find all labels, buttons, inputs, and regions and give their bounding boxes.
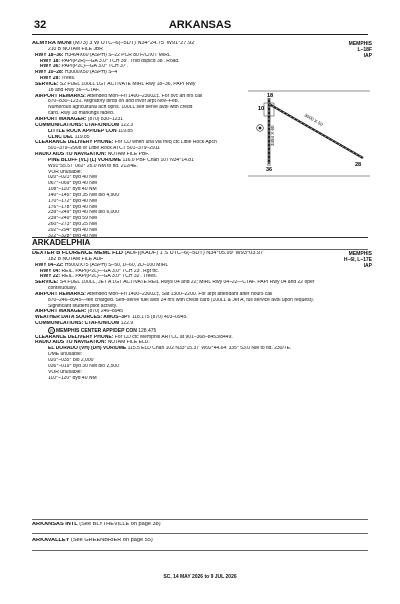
dexter-line-text: 122.9 <box>119 321 134 327</box>
dexter-chart2: IAP <box>363 263 372 269</box>
almyra-line-text: W91°55.57′ 062° 25.0 NM to fld. 212/4E. <box>48 163 138 169</box>
dexter-line-label: RADIO AIDS TO NAVIGATION: <box>35 340 107 346</box>
dexter-line-label: CLEARANCE DELIVERY PHONE: <box>35 334 114 340</box>
almyra-line-label: SERVICE: <box>35 81 59 87</box>
almyra-line-text: NOTAM FILE PBF. <box>106 152 150 158</box>
page-title: ARKANSAS <box>168 19 232 31</box>
dexter-line-label: WEATHER DATA SOURCES: AWOS–3PT <box>35 315 131 321</box>
almyra-line-text: 292°–294° byd 40 NM <box>48 228 98 233</box>
arkansas-intl-entry <box>32 522 372 528</box>
diagram-rwy-a-dims: 3000 X 50 <box>303 112 324 128</box>
sep-arkavalley <box>32 533 368 534</box>
almyra-line-label: CLNC DEL <box>48 134 74 140</box>
almyra-name: ALMYRA MUNI <box>32 41 72 46</box>
dexter-line-label: AIRPORT MANAGER: <box>35 309 87 315</box>
dexter-line-text: REIL. PAPI(P2L)—GA 3.0° TCH 32′. Trees. <box>60 274 158 280</box>
dexter-chart1: H–6I, L–17E <box>343 257 372 263</box>
almyra-line-text: Attended Mon–Fri 1400–2300Z‡. For svc aft hrs call <box>85 93 203 99</box>
almyra-line-text: 239°–249° byd 40 NM blo 6,000′ <box>48 210 120 216</box>
almyra-line-text: 239°–249° byd 59 NM <box>48 216 98 222</box>
header-rule <box>32 34 368 35</box>
almyra-line-text: 108°–110° byd 40 NM <box>48 187 97 193</box>
almyra-line-label: RADIO AIDS TO NAVIGATION: <box>35 152 107 158</box>
almyra-line-label: PINE BLUFF (VL) (L) VOR/DME <box>48 157 122 163</box>
almyra-line-label: RWY 18: <box>40 58 61 64</box>
dexter-line-label: SERVICE: <box>35 280 59 286</box>
diagram-label-36: 36 <box>266 167 273 173</box>
almyra-line-text: 067°–069° byd 40 NM <box>48 181 98 187</box>
almyra-line-label: COMMUNICATIONS: CTAF/UNICOM <box>35 122 120 128</box>
dexter-line-text: 115.5 ELD Chan 102 N33°15.37′ W92°44.64′ 335° 53.0 NM to fld. 230/7E. <box>126 346 292 352</box>
dexter-lines <box>32 263 372 382</box>
dexter-line-label: RWY 04–22: <box>35 262 64 268</box>
dexter-line-text: Significant student pilot activity. <box>48 303 118 309</box>
almyra-line-label: RWY 36: <box>40 64 61 70</box>
dexter-line-label: EL DORADO (VH) (DH) VOR/DME <box>48 346 127 352</box>
dexter-line <box>32 327 372 335</box>
footer-effective-dates: SC, 14 MAY 2026 to 9 JUL 2026 <box>163 574 237 580</box>
dexter-line-text: NOTAM FILE ELD. <box>106 340 150 346</box>
almyra-line-text: 119.85 <box>116 128 133 134</box>
dexter-line-text: 128.475 <box>136 327 157 334</box>
dexter-line-label: RWY 04: <box>40 268 61 274</box>
almyra-line-text: PAPI(P2L)—GA 3.0° TCH 37′. <box>60 64 128 70</box>
almyra-line-label: RWY 10–28: <box>35 70 64 76</box>
almyra-line-text: S2 FUEL 100LL LGT ACTIVATE MIRL Rwy 18–36, PAPI Rwy <box>58 81 196 87</box>
city-rule <box>32 249 368 250</box>
page-number: 32 <box>34 19 47 31</box>
almyra-line-label: RWY 28: <box>40 76 61 82</box>
almyra-line-text: Trees. <box>60 76 76 82</box>
almyra-chart2: IAP <box>363 53 372 59</box>
almyra-line-label: CLEARANCE DELIVERY PHONE: <box>35 140 114 146</box>
almyra-line-text: 140°–145° byd 35 NM blo 4,900′ <box>48 192 120 198</box>
dexter-name: DEXTER B FLORENCE MEML FLD <box>32 251 123 256</box>
arkansas-intl-ref: (See BLYTHEVILLE on page 38) <box>77 522 161 527</box>
diagram-rwy-b-dims: 3494 X 60 <box>270 125 275 146</box>
dexter-region: MEMPHIS <box>348 251 372 257</box>
almyra-line-label: RWY 18–36: <box>35 52 64 58</box>
almyra-line-text: H3494X60 (ASPH) S–22 PCR 80 F/C/X/T MIRL <box>63 52 171 58</box>
almyra-line-text: PAPI(P2R)—GA 3.0° TCH 39′. Thld dsplcd 38′. Road. <box>60 58 180 64</box>
almyra-line-text: Numerous agricultural acft opns. 100LL self serve avbl with credit <box>48 105 193 111</box>
city-arkadelphia <box>32 238 372 247</box>
arkavalley-ref: (See GREENBRIER on page 55) <box>69 538 153 543</box>
dexter-line-text: For CD ctc Memphis ARTCC at 901–368–8453/8449. <box>113 334 233 340</box>
almyra-line-text: For CD when una via freq ctc Little Rock Apch <box>113 140 217 146</box>
dexter-line-text: DME unusable: <box>48 352 83 358</box>
dexter-entry <box>32 251 372 381</box>
page-header <box>0 0 400 36</box>
dexter-line-text: 110°–120° byd 40 NM <box>48 375 97 381</box>
dexter-line-text: H5002X75 (ASPH) S–50, D–60, 2D–100 MIRL <box>63 262 169 268</box>
almyra-line-text: 176°–178° byd 40 NM <box>48 204 98 210</box>
almyra-line-text: H3000X50 (ASPH) S–4 <box>63 70 118 76</box>
almyra-line-text: 020°–021° byd 40 NM <box>48 175 98 181</box>
dexter-line <box>32 376 372 382</box>
diagram-beacon-dot <box>259 127 262 130</box>
dexter-line-text: S4 FUEL 100LL, JET A LGT ACTIVATE REIL Rwys 04 and 22; MIRL Rwy 04–22—CTAF. PAPI Rwy 04 and 22 oper <box>58 280 315 286</box>
almyra-line-text: (870) 830–1231 <box>86 116 124 122</box>
dexter-line-text: 036°–019° byd 30 NM blo 2,500′ <box>48 363 120 369</box>
almyra-line-label: AIRPORT MANAGER: <box>35 116 87 122</box>
city-name: ARKADELPHIA <box>32 238 91 247</box>
arkavalley-name: ARKAVALLEY <box>32 538 70 543</box>
dexter-header-text: (ADF)(KADF) 1 S UTC–6(–5DT) N34°05.99′ W93°03.97′ <box>122 251 265 256</box>
diagram-label-10: 10 <box>258 106 265 112</box>
almyra-line-text: VOR unusable: <box>48 169 82 175</box>
dexter-line-label: MEMPHIS CENTER APP/DEP CON <box>56 327 137 334</box>
almyra-chart1: L–18F <box>357 47 372 53</box>
dexter-line-label: COMMUNICATIONS: CTAF/UNICOM <box>35 321 120 327</box>
dexter-line-text: 020°–035° blo 2,000′ <box>48 358 95 364</box>
diagram-label-18: 18 <box>267 93 274 99</box>
almyra-line-text: 18 and Rwy 36—CTAF. <box>48 87 100 93</box>
almyra-header-text: (M73) 3 W UTC–6(–5DT) N34°24.75′ W91°27.92′ <box>71 41 196 46</box>
almyra-header2: 210 B NOTAM FILE JBR <box>48 46 103 52</box>
almyra-line-text: 170°–172° byd 40 NM <box>48 198 98 204</box>
almyra-line-label: LITTLE ROCK APP/DEP CON <box>48 128 117 134</box>
dexter-line-text: 118.175 (870) 403–0945. <box>130 315 188 321</box>
r-bullet-icon: R <box>48 327 55 334</box>
almyra-line-text: 116.0 PBF Chan 107 N34°14.81′ <box>121 157 195 163</box>
dexter-line-text: 870–246–8945—fee charged. Self–serve fuel avbl 24 hrs with credit card (100LL & Jet A, full service avbl upon request). <box>48 297 315 303</box>
dexter-line-text: (870) 246–8945 <box>86 309 124 315</box>
almyra-airport-diagram <box>246 88 372 180</box>
almyra-line-text: 870–830–1231. Migratory birds on and invof arpt Nov–Feb. <box>48 99 179 105</box>
diagram-label-28: 28 <box>355 162 362 168</box>
almyra-line-label: AIRPORT REMARKS: <box>35 93 86 99</box>
almyra-line-text: 260°–273° byd 25 NM <box>48 222 98 228</box>
dexter-line-label: RWY 22: <box>40 274 61 280</box>
sep-arkansas-intl <box>32 519 368 520</box>
almyra-line-text: 122.3 <box>119 122 134 128</box>
dexter-header2: 182 B NOTAM FILE ADF <box>48 256 104 262</box>
dexter-line-text: VOR unusable: <box>48 369 82 375</box>
dexter-line-text: Attended Mon–Fri 1400–2300Z‡, Sat 1300–2200. For arpt attendant after hours call <box>85 291 273 297</box>
almyra-line-text: 501–379–2908 or Little Rock ATCT 501–379–2911 <box>48 146 161 152</box>
arkansas-intl-name: ARKANSAS INTL <box>32 522 78 527</box>
dexter-line-text: REIL. PAPI(P2L)—GA 3.0° TCH 23′. Rgt tfc. <box>60 268 160 274</box>
sep-end <box>32 550 368 551</box>
dexter-line-text: continuously. <box>48 286 77 292</box>
dexter-line-label: AIRPORT REMARKS: <box>35 291 86 297</box>
almyra-line-text: 119.85 <box>73 134 90 140</box>
almyra-region: MEMPHIS <box>348 41 372 47</box>
almyra-line-text: card. Rwy 18 markings faded. <box>48 111 115 117</box>
arkavalley-entry <box>32 538 372 544</box>
almyra-line-text: 322°–328° byd 40 NM <box>48 233 98 239</box>
